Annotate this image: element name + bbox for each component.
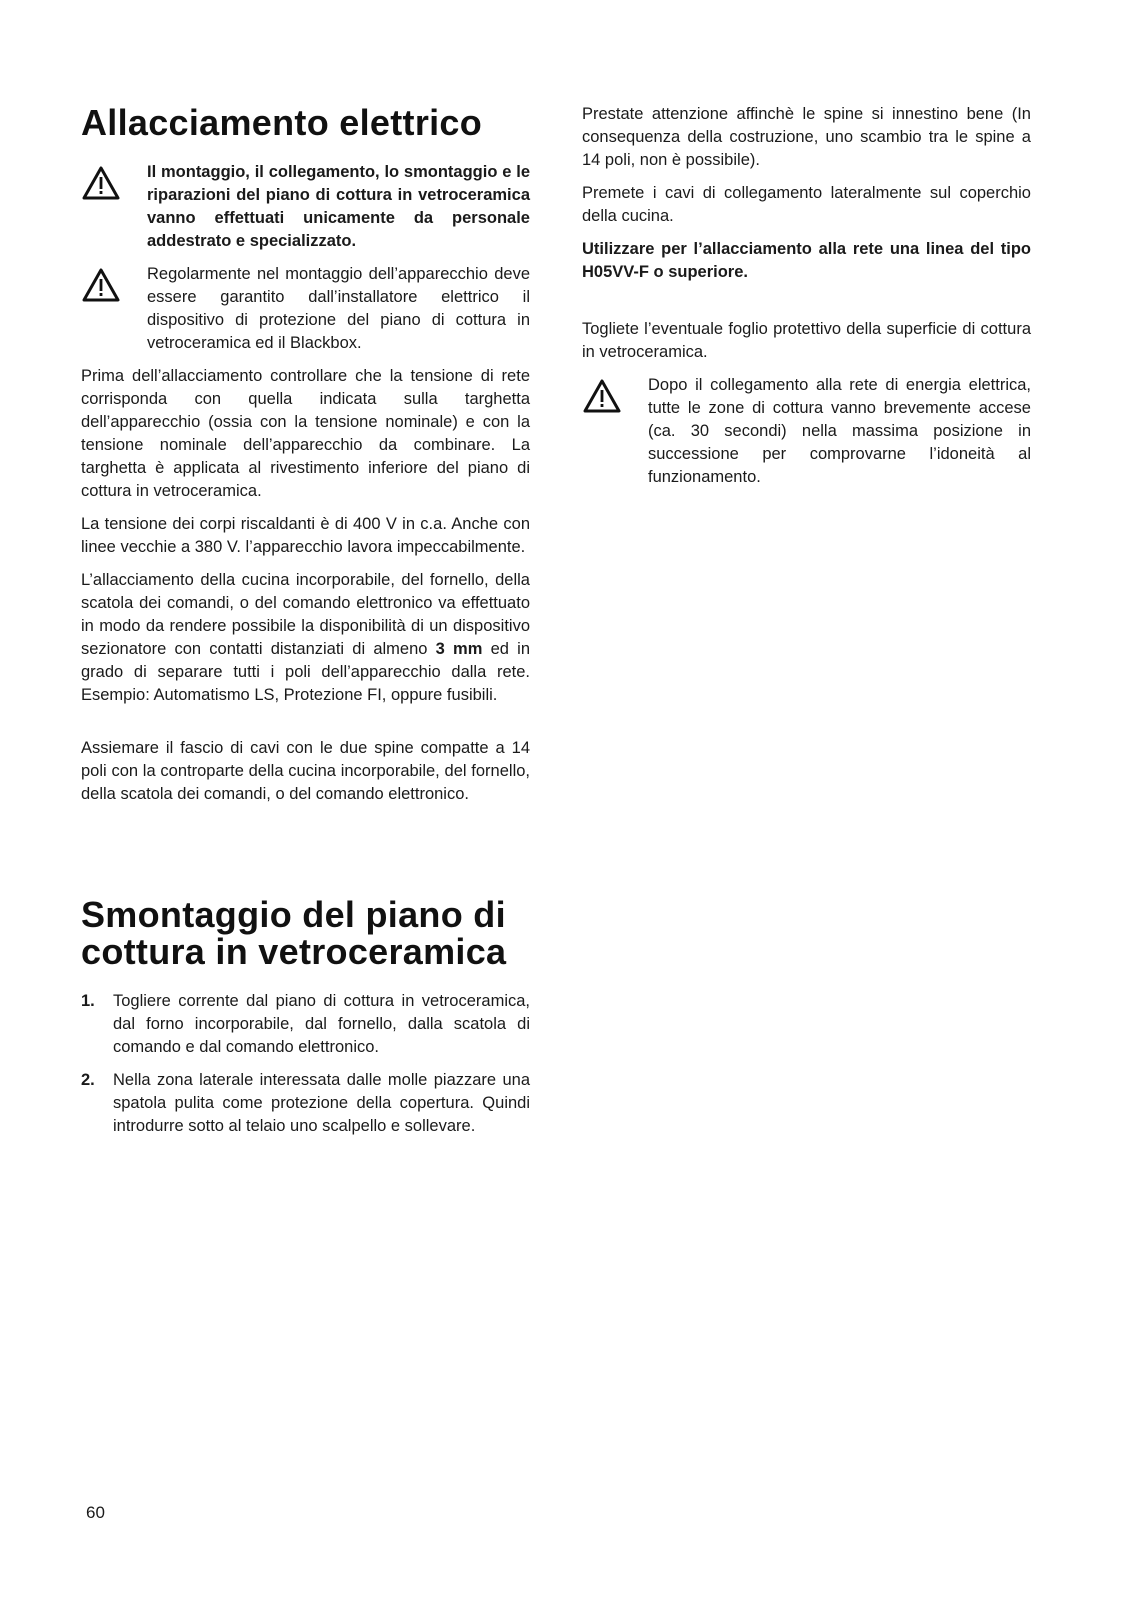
steps-list — [81, 990, 530, 1138]
paragraph-premete: Premete i cavi di collegamento lateralmente sul coperchio della cucina. — [582, 184, 1031, 225]
heading-smontaggio-line-2: cottura in vetroceramica — [81, 931, 507, 972]
distanza-contatti-value: 3 mm — [435, 640, 483, 658]
allacciamento-text-post: ed in grado di separare tutti i poli dell’apparecchio dalla rete. Esempio: Automatismo LS, Protezione FI, oppure fusibili. — [81, 640, 530, 704]
page-number: 60 — [86, 1503, 105, 1522]
heading-allacciamento-elettrico: Allacciamento elettrico — [81, 102, 483, 143]
heading-smontaggio — [81, 896, 530, 970]
paragraph-utilizzare: Utilizzare per l’allacciamento alla rete una linea del tipo H05VV-F o superiore. — [582, 240, 1031, 281]
paragraph-tensione-corpi: La tensione dei corpi riscaldanti è di 400 V in c.a. Anche con linee vecchie a 380 V. l’apparecchio lavora impeccabilmente. — [81, 515, 530, 556]
paragraph-tensione-rete: Prima dell’allacciamento controllare che la tensione di rete corrisponda con quella indicata sulla targhetta dell’apparecchio (ossia con la tensione nominale) e con la tensione nominale dell’apparecchio da combinare. La targhetta è applicata al rivestimento inferiore del piano di cottura in vetroceramica. — [81, 367, 530, 500]
paragraph-allacciamento-cucina — [81, 569, 530, 707]
warning-triangle-icon — [81, 267, 121, 303]
list-item — [81, 990, 530, 1059]
warning-block-2 — [81, 263, 530, 355]
paragraph-prestate: Prestate attenzione affinchè le spine si innestino bene (In consequenza della costruzione, uno scambio tra le spine a 14 poli, non è possibile). — [582, 105, 1031, 169]
step-text: Nella zona laterale interessata dalle molle piazzare una spatola pulita come protezione della copertura. Quindi introdurre sotto al telaio uno scalpello e sollevare. — [113, 1071, 530, 1135]
heading-smontaggio-line-1: Smontaggio del piano di — [81, 894, 506, 935]
warning-block-1 — [81, 161, 530, 253]
warning-text-1: Il montaggio, il collegamento, lo smontaggio e le riparazioni del piano di cottura in vetroceramica vanno effettuati unicamente da personale addestrato e specializzato. — [147, 163, 530, 250]
allacciamento-text-pre: L’allacciamento della cucina incorporabile, del fornello, della scatola dei comandi, o del comando elettronico va effettuato in modo da rendere possibile la disponibilità di un dispositivo sezionatore con contatti distanziati di almeno — [81, 571, 530, 658]
warning-text-2: Regolarmente nel montaggio dell’apparecchio deve essere garantito dall’installatore elettrico il dispositivo di protezione del piano di cottura in vetroceramica ed il Blackbox. — [147, 265, 530, 352]
right-column — [582, 103, 1031, 499]
step-number: 2. — [81, 1071, 95, 1089]
left-column — [81, 96, 530, 1148]
spacer — [582, 294, 1031, 318]
warning-block-3 — [582, 374, 1031, 489]
paragraph-assiemare: Assiemare il fascio di cavi con le due spine compatte a 14 poli con la controparte della cucina incorporabile, del fornello, della scatola dei comandi, o del comando elettronico. — [81, 739, 530, 803]
paragraph-togliete: Togliete l’eventuale foglio protettivo della superficie di cottura in vetroceramica. — [582, 320, 1031, 361]
step-number: 1. — [81, 992, 95, 1010]
spacer — [81, 717, 530, 737]
warning-triangle-icon — [582, 378, 622, 414]
warning-triangle-icon — [81, 165, 121, 201]
step-text: Togliere corrente dal piano di cottura in vetroceramica, dal forno incorporabile, dal fornello, dalla scatola di comando e dal comando elettronico. — [113, 992, 530, 1056]
warning-text-3: Dopo il collegamento alla rete di energia elettrica, tutte le zone di cottura vanno brevemente accese (ca. 30 secondi) nella massima posizione in successione per comprovarne l’idoneità al funzionamento. — [648, 376, 1031, 486]
list-item — [81, 1069, 530, 1138]
